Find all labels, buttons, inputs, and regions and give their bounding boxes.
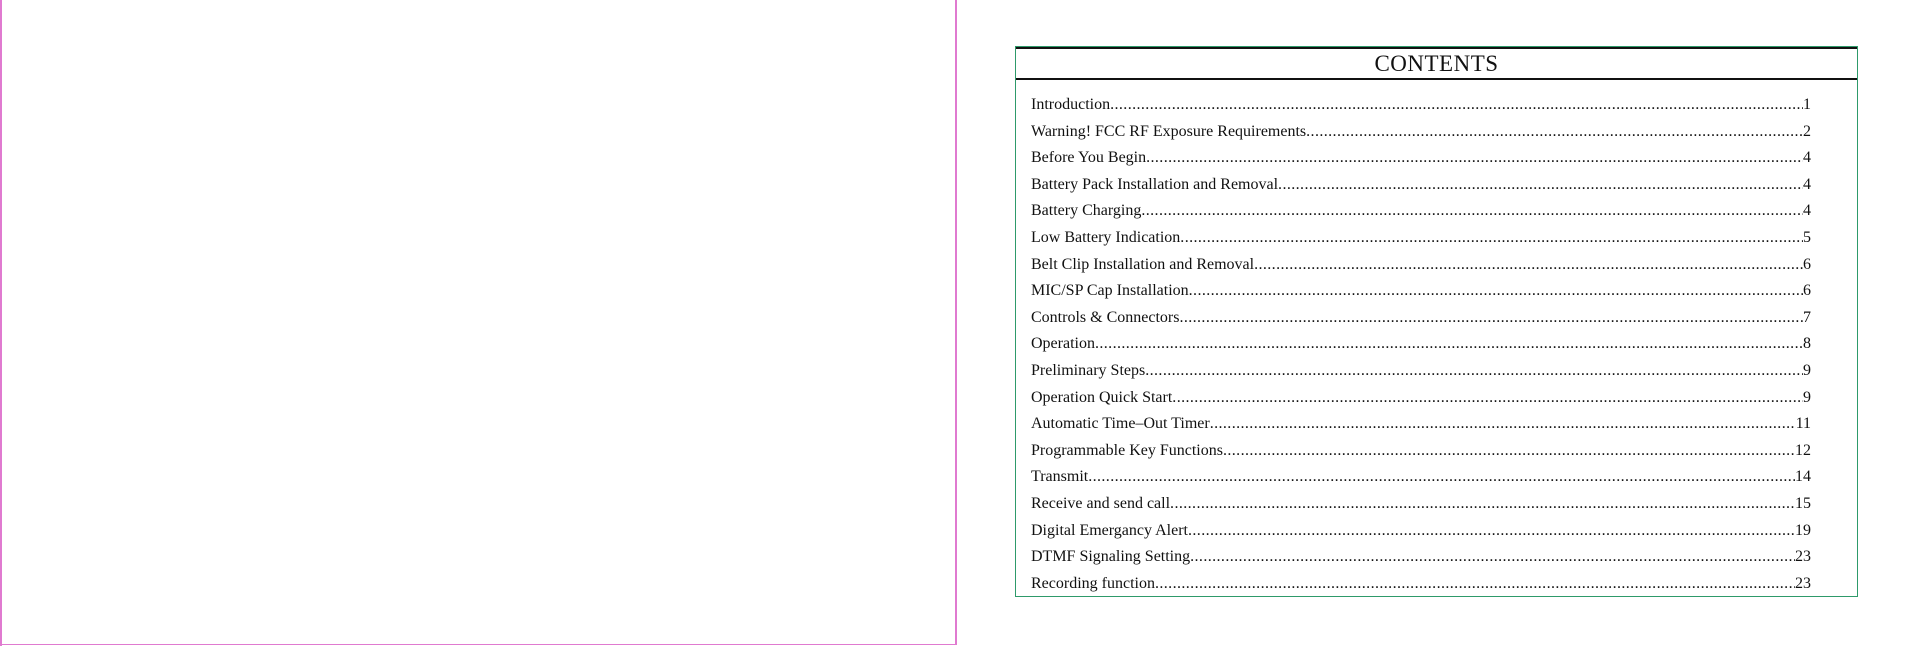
toc-entry-page: 19	[1795, 521, 1811, 539]
toc-entry-page: 12	[1795, 441, 1811, 459]
toc-entry-title: Belt Clip Installation and Removal	[1031, 255, 1255, 273]
toc-entry-title: Battery Pack Installation and Removal	[1031, 175, 1279, 193]
toc-dot-leader	[1180, 229, 1803, 247]
toc-dot-leader	[1170, 495, 1795, 513]
toc-entry[interactable]	[1031, 309, 1811, 336]
toc-entry-title: Preliminary Steps	[1031, 361, 1146, 379]
toc-entry-page: 14	[1795, 468, 1811, 486]
toc-dot-leader	[1254, 256, 1803, 274]
toc-dot-leader	[1306, 123, 1803, 141]
toc-entry[interactable]	[1031, 548, 1811, 575]
toc-entry[interactable]	[1031, 123, 1811, 150]
toc-entry-title: Operation	[1031, 335, 1095, 353]
toc-entry[interactable]	[1031, 575, 1811, 602]
left-page-edge	[0, 0, 2, 646]
toc-entry-page: 4	[1803, 149, 1811, 167]
toc-entry[interactable]	[1031, 522, 1811, 549]
toc-entry-page: 4	[1803, 202, 1811, 220]
toc-entry[interactable]	[1031, 202, 1811, 229]
blank-left-page	[0, 0, 957, 645]
toc-dot-leader	[1210, 415, 1796, 433]
toc-dot-leader	[1179, 309, 1803, 327]
toc-entry[interactable]	[1031, 389, 1811, 416]
toc-entry-title: Introduction	[1031, 96, 1111, 113]
toc-entry[interactable]	[1031, 468, 1811, 495]
toc-dot-leader	[1146, 149, 1803, 167]
toc-entry[interactable]	[1031, 176, 1811, 203]
toc-entry[interactable]	[1031, 256, 1811, 283]
toc-dot-leader	[1155, 575, 1795, 593]
toc-entry-page: 8	[1803, 335, 1811, 353]
toc-entry[interactable]	[1031, 96, 1811, 123]
toc-entry-title: MIC/SP Cap Installation	[1031, 282, 1189, 300]
toc-entry[interactable]	[1031, 415, 1811, 442]
toc-entry[interactable]	[1031, 335, 1811, 362]
toc-entry-page: 2	[1803, 122, 1811, 140]
toc-entry-page: 6	[1803, 282, 1811, 300]
toc-entry[interactable]	[1031, 229, 1811, 256]
toc-entry-title: Low Battery Indication	[1031, 228, 1181, 246]
toc-dot-leader	[1278, 176, 1803, 194]
toc-entry-page: 5	[1803, 228, 1811, 246]
toc-dot-leader	[1141, 202, 1803, 220]
toc-entry-title: Digital Emergancy Alert	[1031, 521, 1188, 539]
toc-entry-page: 9	[1803, 361, 1811, 379]
toc-dot-leader	[1095, 335, 1803, 353]
toc-dot-leader	[1189, 282, 1803, 300]
toc-dot-leader	[1110, 96, 1803, 114]
toc-entry[interactable]	[1031, 495, 1811, 522]
toc-entry-title: Warning! FCC RF Exposure Requirements	[1031, 122, 1307, 140]
toc-entry-title: Transmit	[1031, 468, 1089, 486]
contents-heading: CONTENTS	[1016, 47, 1857, 80]
toc-entry-page: 4	[1803, 175, 1811, 193]
toc-dot-leader	[1088, 468, 1795, 486]
toc-entry-title: Battery Charging	[1031, 202, 1142, 220]
toc-dot-leader	[1145, 362, 1803, 380]
toc-entry[interactable]	[1031, 149, 1811, 176]
toc-entry-title: Receive and send call	[1031, 494, 1171, 512]
toc-entry-page: 11	[1795, 415, 1811, 433]
toc-entry-page: 6	[1803, 255, 1811, 273]
toc-entry-page: 23	[1795, 548, 1811, 566]
toc-entry[interactable]	[1031, 442, 1811, 469]
toc-dot-leader	[1190, 548, 1795, 566]
toc-entry[interactable]	[1031, 362, 1811, 389]
toc-entry-title: Recording function	[1031, 574, 1155, 592]
toc-entry-title: Automatic Time–Out Timer	[1031, 415, 1210, 433]
toc-entry-title: Programmable Key Functions	[1031, 441, 1223, 459]
toc-dot-leader	[1223, 442, 1795, 460]
toc-entry-page: 1	[1803, 96, 1811, 113]
toc-dot-leader	[1172, 389, 1803, 407]
toc-entry-title: Before You Begin	[1031, 149, 1147, 167]
toc-entry-title: Operation Quick Start	[1031, 388, 1173, 406]
toc-entry-page: 15	[1795, 494, 1811, 512]
toc-entry-page: 23	[1795, 574, 1811, 592]
toc-dot-leader	[1188, 522, 1795, 540]
toc-entry-page: 7	[1803, 308, 1811, 326]
toc-entry-title: DTMF Signaling Setting	[1031, 548, 1191, 566]
toc-entry-title: Controls & Connectors	[1031, 308, 1180, 326]
toc-entry[interactable]	[1031, 282, 1811, 309]
table-of-contents	[1015, 46, 1858, 597]
toc-entry-page: 9	[1803, 388, 1811, 406]
toc-list	[1031, 96, 1811, 601]
